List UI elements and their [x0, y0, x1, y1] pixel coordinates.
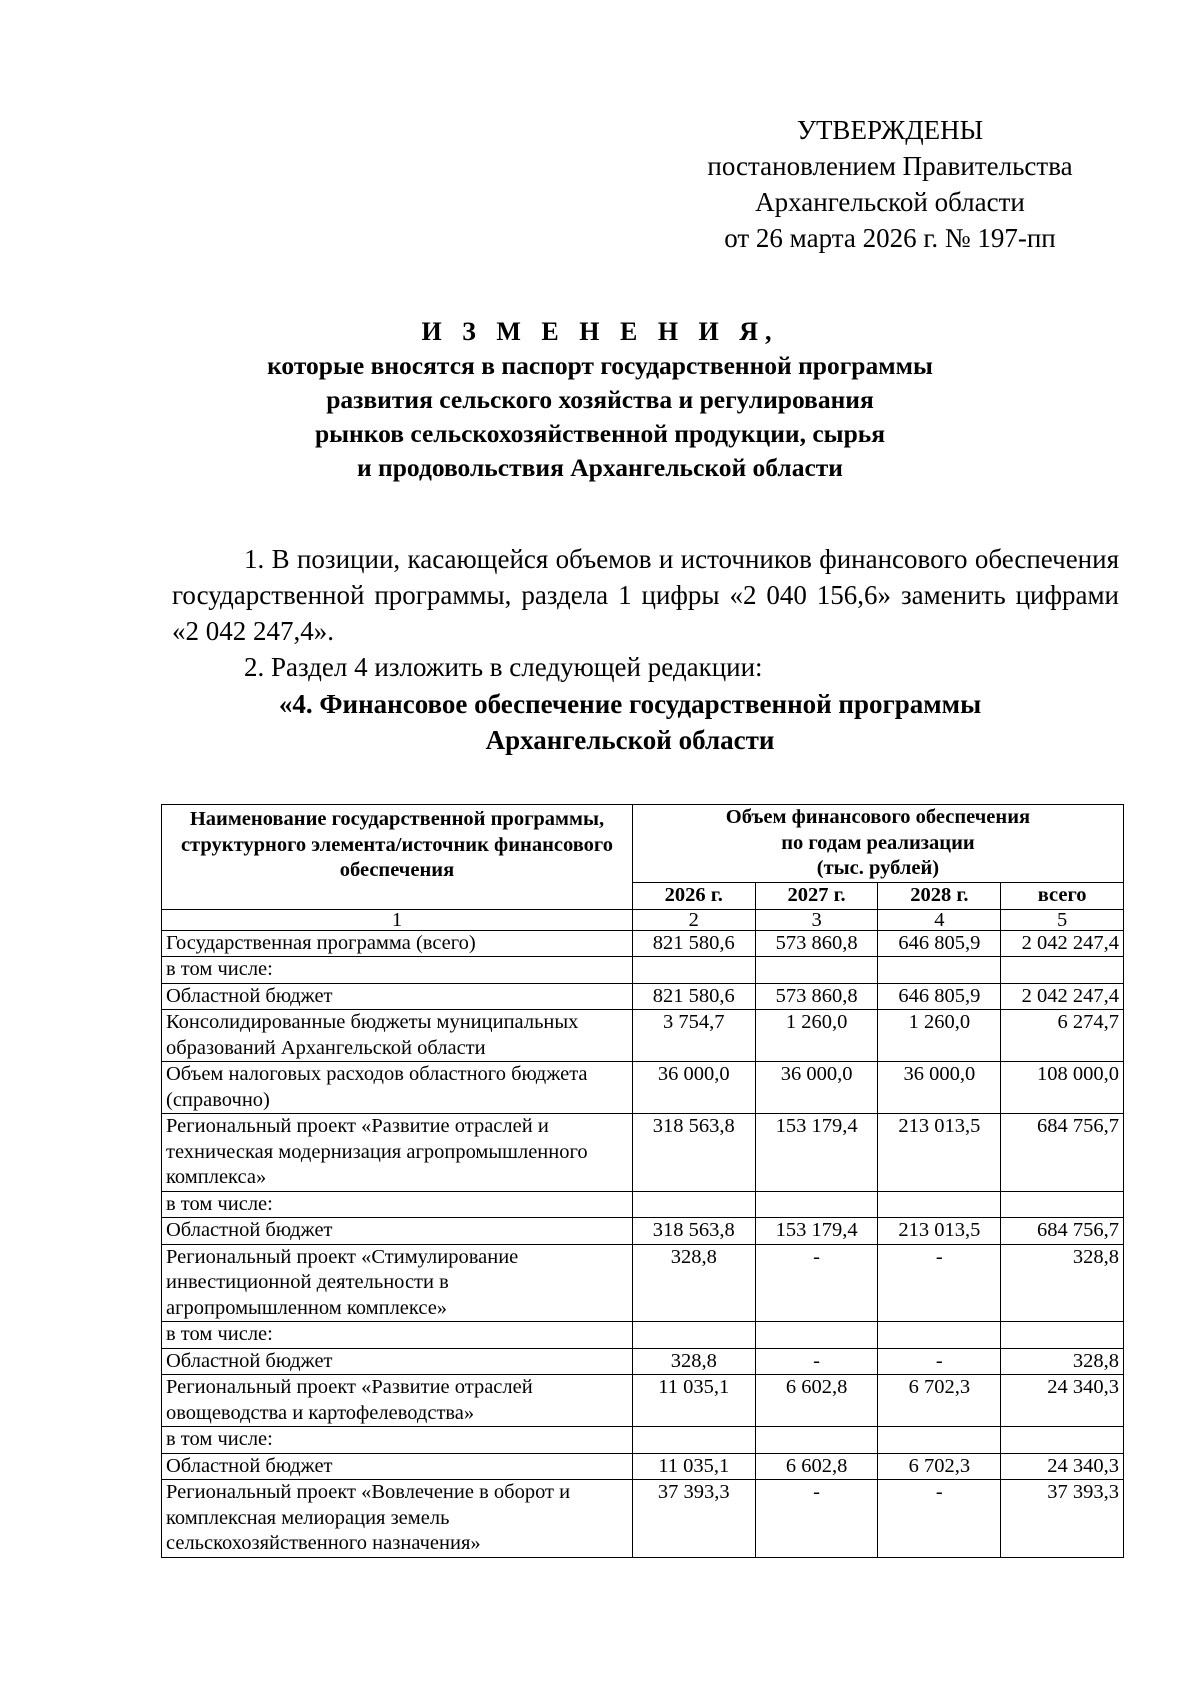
column-index: 5	[1001, 909, 1124, 930]
year-value-cell: -	[878, 1244, 1001, 1322]
year-value-cell: 821 580,6	[632, 930, 755, 957]
row-name-cell: в том числе:	[162, 957, 633, 984]
total-value-cell: 24 340,3	[1001, 1453, 1124, 1480]
title-line-1: которые вносятся в паспорт государственной программы	[267, 351, 933, 380]
year-header: 2028 г.	[878, 882, 1001, 909]
row-name-cell: Консолидированные бюджеты муниципальных образований Архангельской области	[162, 1010, 633, 1062]
year-value-cell	[878, 1427, 1001, 1454]
table-row	[162, 1375, 1124, 1427]
table-row	[162, 1322, 1124, 1349]
year-header: 2027 г.	[755, 882, 878, 909]
year-value-cell: 37 393,3	[632, 1480, 755, 1558]
year-value-cell: 318 563,8	[632, 1218, 755, 1245]
year-header: 2026 г.	[632, 882, 755, 909]
row-name-cell: Региональный проект «Вовлечение в оборот и комплексная мелиорация земель сельскохозяйственного назначения»	[162, 1480, 633, 1558]
paragraph-2: 2. Раздел 4 изложить в следующей редакции:	[244, 652, 763, 682]
total-value-cell: 328,8	[1001, 1348, 1124, 1375]
year-value-cell: 821 580,6	[632, 983, 755, 1010]
table-row	[162, 1218, 1124, 1245]
year-value-cell: 646 805,9	[878, 983, 1001, 1010]
row-name-cell: Областной бюджет	[162, 1218, 633, 1245]
year-value-cell: -	[755, 1244, 878, 1322]
total-value-cell: 37 393,3	[1001, 1480, 1124, 1558]
year-value-cell: 153 179,4	[755, 1218, 878, 1245]
column-index: 4	[878, 909, 1001, 930]
year-value-cell: -	[755, 1480, 878, 1558]
row-name-cell: в том числе:	[162, 1322, 633, 1349]
year-value-cell	[878, 1191, 1001, 1218]
approval-line-1: УТВЕРЖДЕНЫ	[796, 115, 984, 145]
table-row	[162, 1427, 1124, 1454]
table-row	[162, 1114, 1124, 1192]
year-value-cell: 36 000,0	[755, 1062, 878, 1114]
total-value-cell: 684 756,7	[1001, 1114, 1124, 1192]
year-value-cell	[755, 1322, 878, 1349]
row-name-cell: Областной бюджет	[162, 1348, 633, 1375]
year-value-cell: 328,8	[632, 1348, 755, 1375]
year-value-cell: 6 602,8	[755, 1375, 878, 1427]
year-value-cell	[632, 1191, 755, 1218]
total-value-cell	[1001, 957, 1124, 984]
column-index: 2	[632, 909, 755, 930]
approval-line-3: Архангельской области	[755, 187, 1025, 217]
row-name-cell: Областной бюджет	[162, 1453, 633, 1480]
column-index-row	[162, 909, 1124, 930]
year-value-cell	[755, 1191, 878, 1218]
row-name-cell: Государственная программа (всего)	[162, 930, 633, 957]
year-value-cell	[632, 957, 755, 984]
table-header-row	[162, 805, 1124, 883]
year-value-cell: 3 754,7	[632, 1010, 755, 1062]
table-row	[162, 1453, 1124, 1480]
row-name-cell: Объем налоговых расходов областного бюджета (справочно)	[162, 1062, 633, 1114]
year-value-cell	[632, 1322, 755, 1349]
table-row	[162, 1480, 1124, 1558]
year-value-cell: 36 000,0	[632, 1062, 755, 1114]
year-value-cell: 6 702,3	[878, 1375, 1001, 1427]
section-title-line-2: Архангельской области	[485, 725, 775, 755]
row-name-cell: в том числе:	[162, 1191, 633, 1218]
year-value-cell	[878, 957, 1001, 984]
column-index: 3	[755, 909, 878, 930]
header-volume-line-1: Объем финансового обеспечения	[725, 806, 1031, 828]
year-value-cell: -	[878, 1480, 1001, 1558]
row-name-cell: Региональный проект «Развитие отраслей овощеводства и картофелеводства»	[162, 1375, 633, 1427]
header-volume-cell	[632, 805, 1123, 883]
table-row	[162, 983, 1124, 1010]
table-row	[162, 1244, 1124, 1322]
financing-table	[161, 804, 1124, 1558]
year-value-cell: 11 035,1	[632, 1453, 755, 1480]
total-value-cell	[1001, 1191, 1124, 1218]
header-volume-line-3: (тыс. рублей)	[816, 857, 940, 879]
year-value-cell: 153 179,4	[755, 1114, 878, 1192]
total-value-cell	[1001, 1427, 1124, 1454]
total-value-cell: 684 756,7	[1001, 1218, 1124, 1245]
section-title	[190, 686, 1070, 758]
paragraph-1: 1. В позиции, касающейся объемов и источников финансового обеспечения государственной программы, раздела 1 цифры «2 040 156,6» заменить цифрами «2 042 247,4».	[172, 544, 1119, 646]
title-line-2: развития сельского хозяйства и регулирования	[326, 385, 874, 414]
column-index: 1	[162, 909, 633, 930]
row-name-cell: Областной бюджет	[162, 983, 633, 1010]
title-heading: И З М Е Н Е Н И Я,	[421, 317, 779, 346]
year-value-cell: 213 013,5	[878, 1218, 1001, 1245]
approval-line-2: постановлением Правительства	[707, 151, 1073, 181]
year-value-cell: 1 260,0	[878, 1010, 1001, 1062]
year-value-cell	[878, 1322, 1001, 1349]
total-value-cell: 2 042 247,4	[1001, 983, 1124, 1010]
row-name-cell: Региональный проект «Стимулирование инвестиционной деятельности в агропромышленном комплексе»	[162, 1244, 633, 1322]
year-value-cell: 646 805,9	[878, 930, 1001, 957]
title-line-3: рынков сельскохозяйственной продукции, сырья	[314, 419, 886, 448]
total-value-cell: 24 340,3	[1001, 1375, 1124, 1427]
table-row	[162, 1062, 1124, 1114]
year-value-cell	[755, 1427, 878, 1454]
total-value-cell: 6 274,7	[1001, 1010, 1124, 1062]
year-value-cell: 318 563,8	[632, 1114, 755, 1192]
header-volume-line-2: по годам реализации	[781, 831, 975, 854]
year-value-cell: -	[755, 1348, 878, 1375]
section-title-line-1: «4. Финансовое обеспечение государственной программы	[278, 689, 982, 719]
table-row	[162, 1348, 1124, 1375]
header-name-cell: Наименование государственной программы, структурного элемента/источник финансового обеспечения	[162, 805, 633, 910]
total-value-cell: 2 042 247,4	[1001, 930, 1124, 957]
year-value-cell: 328,8	[632, 1244, 755, 1322]
year-value-cell	[755, 957, 878, 984]
table-row	[162, 930, 1124, 957]
year-value-cell: 573 860,8	[755, 930, 878, 957]
table-row	[162, 1191, 1124, 1218]
year-value-cell: 11 035,1	[632, 1375, 755, 1427]
total-value-cell	[1001, 1322, 1124, 1349]
table-row	[162, 1010, 1124, 1062]
total-value-cell: 328,8	[1001, 1244, 1124, 1322]
year-value-cell: 6 602,8	[755, 1453, 878, 1480]
row-name-cell: Региональный проект «Развитие отраслей и техническая модернизация агропромышленного комплекса»	[162, 1114, 633, 1192]
year-value-cell: -	[878, 1348, 1001, 1375]
year-value-cell: 573 860,8	[755, 983, 878, 1010]
year-value-cell	[632, 1427, 755, 1454]
body-text	[172, 541, 1119, 685]
table-row	[162, 957, 1124, 984]
year-value-cell: 6 702,3	[878, 1453, 1001, 1480]
document-title	[190, 315, 1010, 485]
total-value-cell: 108 000,0	[1001, 1062, 1124, 1114]
approval-stamp	[670, 112, 1110, 256]
year-value-cell: 1 260,0	[755, 1010, 878, 1062]
year-value-cell: 36 000,0	[878, 1062, 1001, 1114]
approval-line-4: от 26 марта 2026 г. № 197-пп	[724, 223, 1056, 253]
total-header: всего	[1001, 882, 1124, 909]
row-name-cell: в том числе:	[162, 1427, 633, 1454]
title-line-4: и продовольствия Архангельской области	[356, 453, 843, 482]
year-value-cell: 213 013,5	[878, 1114, 1001, 1192]
